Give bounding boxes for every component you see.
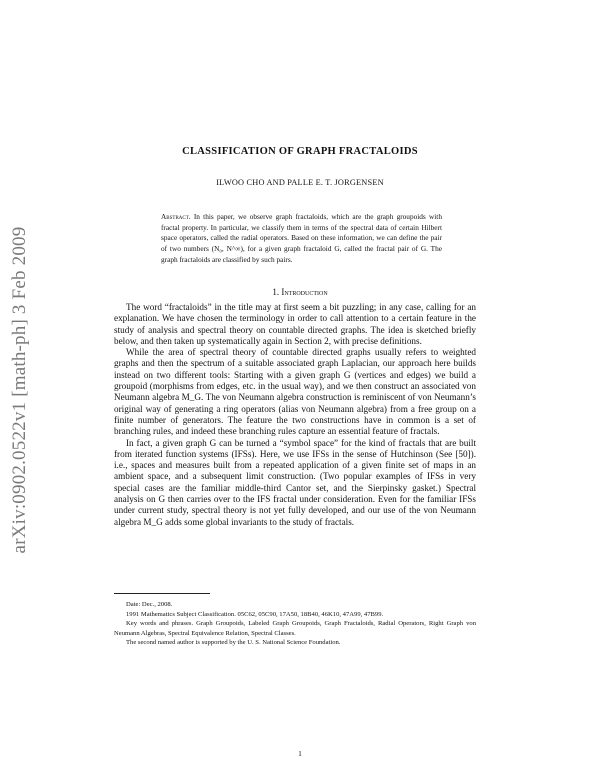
footnote-divider [114, 593, 210, 594]
arxiv-id-text: arXiv:0902.0522v1 [math-ph] 3 Feb 2009 [9, 226, 30, 554]
footnote-funding: The second named author is supported by the U. S. National Science Foundation. [126, 639, 341, 647]
body-paragraph: In fact, a given graph G can be turned a “symbol space” for the kind of fractals that are built from iterated function systems (IFSs). Here, we use IFSs in the sense of Hutchinson (See [50]). i.e., spaces and measures built from a repeated application of a given finite set of maps in an ambient space, and a subsequent limit construction. (Two popular examples of IFSs in very special cases are the familiar middle-third Cantor set, and the Sierpinsky gasket.) Spectral analysis on G then carries over to the IFS fractal under consideration. Even for the familiar IFSs under current study, spectral theory is not yet fully developed, and our use of the von Neumann algebra M_G adds some global invariants to the study of fractals. [114, 437, 476, 527]
page-number: 1 [298, 749, 302, 758]
footnote-keywords: Key words and phrases. Graph Groupoids, Labeled Graph Groupoids, Graph Fractaloids, Radial Operators, Right Graph von Neumann Algebras, Spectral Equivalence Relation, Spectral Classes. [114, 620, 476, 637]
body-paragraph: While the area of spectral theory of countable directed graphs usually refers to weighted graphs and then the spectrum of a suitable associated graph Laplacian, our approach here builds instead on two different tools: Starting with a given graph G (vertices and edges) we build a groupoid (morphisms from edges, etc. in the usual way), and we then construct an associated von Neumann algebra M_G. The von Neumann algebra construction is reminiscent of von Neumann’s original way of generating a ring operators (alias von Neumann algebra) from a free group on a finite number of generators. The feature the two constructions have in common is a set of branching rules, and indeed these branching rules capture an essential feature of fractals. [114, 347, 476, 437]
abstract-text: In this paper, we observe graph fractaloids, which are the graph groupoids with fractal property. In particular, we classify them in terms of the spectral data of certain Hilbert space operators, called the radial operators. Based on these information, we can define the pair of two numbers (N₀, N^∞), for a given graph fractaloid G, called the fractal pair of G. The graph fractaloids are classified by such pairs. [161, 212, 442, 264]
body-paragraph: The word “fractaloids” in the title may at first seem a bit puzzling; in any case, calling for an explanation. We have chosen the terminology in order to call attention to a certain feature in the study of analysis and spectral theory on countable directed graphs. The idea is sketched briefly below, and then taken up systematically again in Section 2, with precise definitions. [114, 302, 476, 346]
abstract [161, 212, 442, 266]
body-text [114, 302, 476, 528]
paper-authors: ILWOO CHO AND PALLE E. T. JORGENSEN [216, 178, 384, 187]
footnotes [114, 600, 476, 648]
footnote-msc: 1991 Mathematics Subject Classification. 05C62, 05C90, 17A50, 18B40, 46K10, 47A99, 47B99. [126, 610, 384, 618]
footnote-date: Date: Dec., 2008. [126, 601, 173, 608]
abstract-label: Abstract. [161, 212, 191, 221]
section-heading [0, 287, 600, 297]
section-number: 1. [272, 287, 280, 297]
paper-title: CLASSIFICATION OF GRAPH FRACTALOIDS [182, 146, 418, 157]
section-title: Introduction [281, 287, 328, 297]
arxiv-identifier-sidebar [6, 175, 34, 605]
